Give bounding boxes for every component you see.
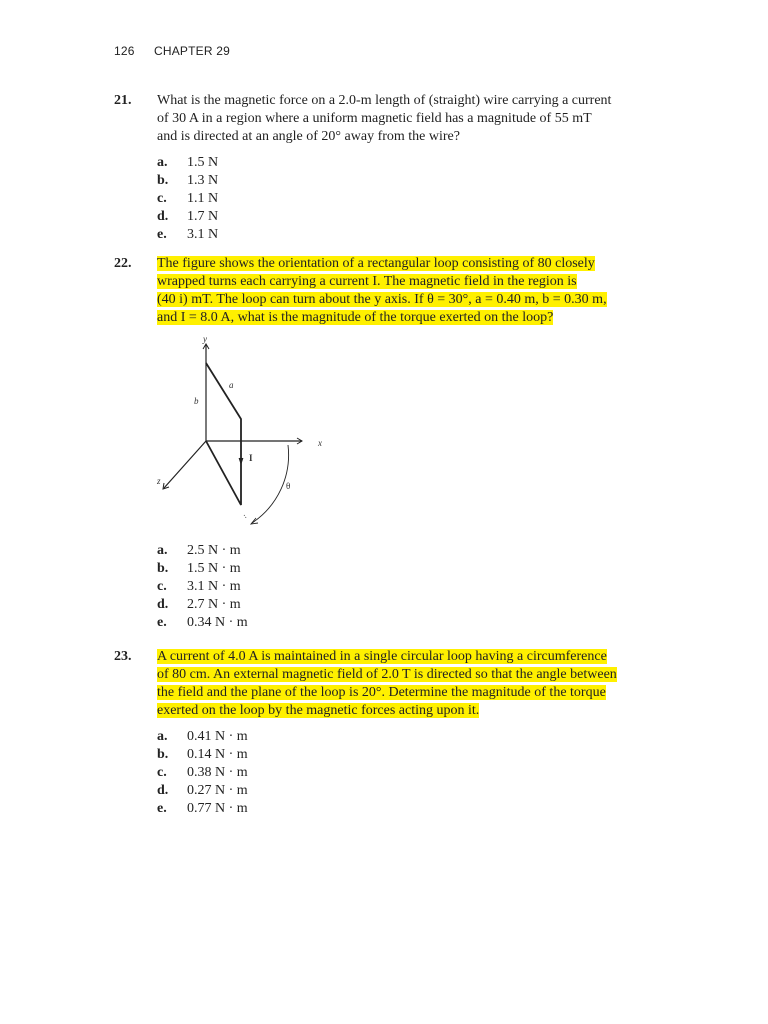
question-23 [114, 648, 654, 818]
question-number: 23. [114, 649, 132, 664]
highlighted-line: wrapped turns each carrying a current I. The magnetic field in the region is [157, 274, 577, 289]
choice-letter: e. [157, 801, 167, 816]
choice-letter: d. [157, 209, 169, 224]
choice-letter: c. [157, 579, 167, 594]
choice-b [157, 560, 654, 578]
highlighted-line: A current of 4.0 A is maintained in a single circular loop having a circumference [157, 649, 607, 664]
question-text [157, 92, 654, 146]
choice-e [157, 614, 654, 632]
highlighted-line: exerted on the loop by the magnetic forces acting upon it. [157, 703, 480, 718]
question-text [157, 255, 654, 327]
choice-d [157, 782, 654, 800]
highlighted-line: The figure shows the orientation of a rectangular loop consisting of 80 closely [157, 256, 595, 271]
choice-text: 1.5 N [187, 155, 219, 170]
choice-text: 1.7 N [187, 209, 219, 224]
choice-b [157, 172, 654, 190]
choice-letter: c. [157, 765, 167, 780]
choice-c [157, 190, 654, 208]
label-z: z [157, 476, 161, 486]
highlighted-line: of 80 cm. An external magnetic field of 2.0 T is directed so that the angle between [157, 667, 617, 682]
choice-letter: e. [157, 615, 167, 630]
choice-letter: b. [157, 173, 169, 188]
choice-text: 2.5 N · m [187, 543, 241, 558]
label-b: b [194, 396, 199, 406]
question-number: 22. [114, 256, 132, 271]
choice-text: 0.34 N · m [187, 615, 248, 630]
choice-c [157, 764, 654, 782]
choice-letter: c. [157, 191, 167, 206]
page-number: 126 [114, 44, 135, 58]
question-text [157, 648, 654, 720]
question-line: What is the magnetic force on a 2.0-m length of (straight) wire carrying a current [157, 93, 612, 108]
choice-text: 3.1 N · m [187, 579, 241, 594]
question-line: of 30 A in a region where a uniform magnetic field has a magnitude of 55 mT [157, 111, 592, 126]
choice-letter: d. [157, 597, 169, 612]
choice-text: 0.27 N · m [187, 783, 248, 798]
question-line: and is directed at an angle of 20° away from the wire? [157, 129, 460, 144]
choice-d [157, 596, 654, 614]
choice-letter: e. [157, 227, 167, 242]
choice-a [157, 728, 654, 746]
label-a: a [229, 380, 234, 390]
choice-e [157, 226, 654, 244]
choice-a [157, 154, 654, 172]
choice-text: 0.77 N · m [187, 801, 248, 816]
answer-choices [157, 542, 654, 632]
answer-choices [157, 154, 654, 244]
choice-letter: a. [157, 543, 168, 558]
label-current: I [249, 453, 253, 463]
label-x: x [318, 438, 322, 448]
choice-e [157, 800, 654, 818]
question-22 [114, 255, 654, 327]
choice-letter: a. [157, 155, 168, 170]
highlighted-line: and I = 8.0 A, what is the magnitude of the torque exerted on the loop? [157, 310, 554, 325]
choice-text: 0.38 N · m [187, 765, 248, 780]
question-number: 21. [114, 93, 132, 108]
rectangular-loop [206, 363, 241, 505]
choice-text: 2.7 N · m [187, 597, 241, 612]
answer-choices [157, 728, 654, 818]
highlighted-line: (40 i) mT. The loop can turn about the y axis. If θ = 30°, a = 0.40 m, b = 0.30 m, [157, 292, 607, 307]
choice-text: 3.1 N [187, 227, 219, 242]
choice-b [157, 746, 654, 764]
choice-letter: a. [157, 729, 168, 744]
label-y: y [203, 334, 207, 344]
choice-letter: d. [157, 783, 169, 798]
choice-text: 1.1 N [187, 191, 219, 206]
page-header [114, 44, 230, 58]
question-21 [114, 92, 654, 244]
choice-text: 0.14 N · m [187, 747, 248, 762]
choice-c [157, 578, 654, 596]
choice-letter: b. [157, 561, 169, 576]
loop-figure [150, 333, 340, 533]
choice-d [157, 208, 654, 226]
highlighted-line: the field and the plane of the loop is 20°. Determine the magnitude of the torque [157, 685, 606, 700]
choice-text: 0.41 N · m [187, 729, 248, 744]
chapter-title: CHAPTER 29 [154, 44, 231, 58]
choice-a [157, 542, 654, 560]
choice-letter: b. [157, 747, 169, 762]
question-22-choices [114, 536, 654, 632]
choice-text: 1.5 N · m [187, 561, 241, 576]
label-theta: θ [286, 481, 291, 491]
choice-text: 1.3 N [187, 173, 219, 188]
theta-arc [252, 445, 289, 523]
z-axis [164, 441, 206, 488]
